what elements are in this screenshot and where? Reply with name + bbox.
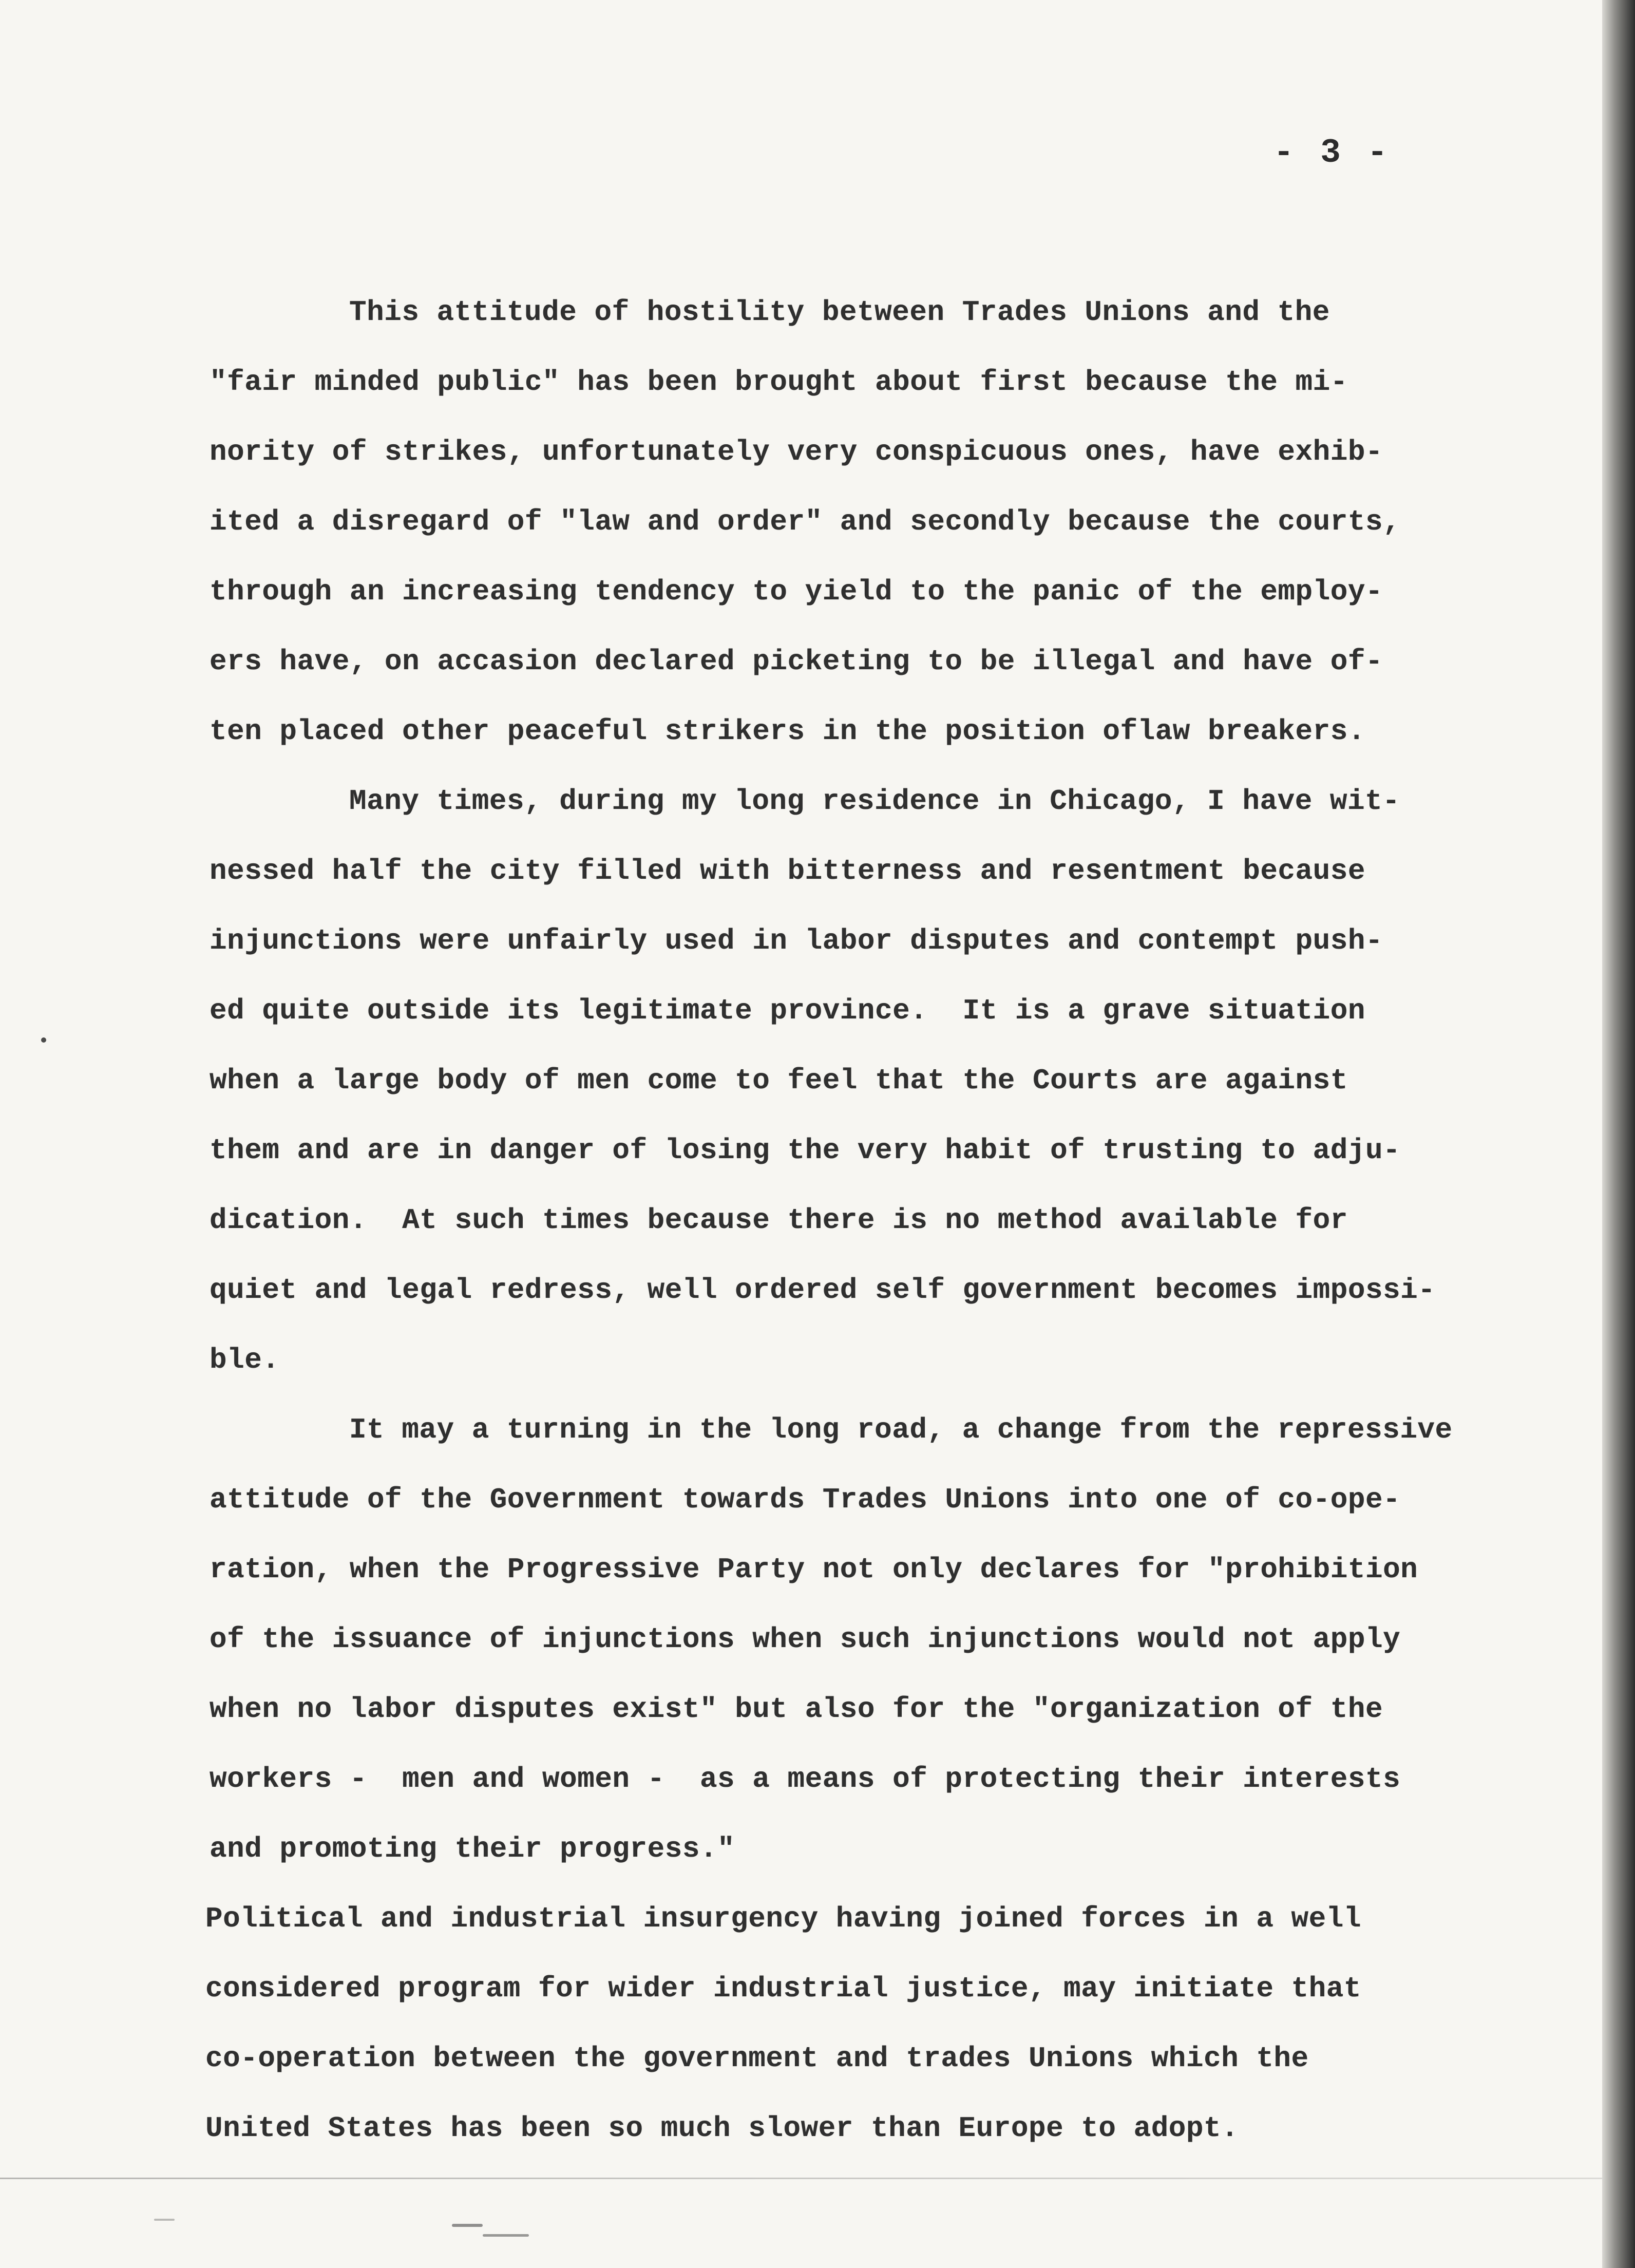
text-line: nority of strikes, unfortunately very conspicuous ones, have exhib- — [210, 436, 1383, 468]
text-line: United States has been so much slower than Europe to adopt. — [205, 2112, 1239, 2145]
text-line: ten placed other peaceful strikers in the position oflaw breakers. — [210, 715, 1365, 748]
text-line: This attitude of hostility between Trades Unions and the — [349, 296, 1330, 329]
text-line: ited a disregard of "law and order" and secondly because the courts, — [210, 505, 1401, 538]
text-line: of the issuance of injunctions when such injunctions would not apply — [210, 1623, 1401, 1656]
text-line: through an increasing tendency to yield to the panic of the employ- — [210, 575, 1383, 608]
text-line: Many times, during my long residence in Chicago, I have wit- — [349, 785, 1400, 818]
text-line: ed quite outside its legitimate province. It is a grave situation — [210, 994, 1365, 1027]
text-line: ble. — [210, 1344, 280, 1376]
text-line: Political and industrial insurgency having joined forces in a well — [205, 1902, 1361, 1935]
text-line: and promoting their progress." — [210, 1832, 735, 1865]
text-line: workers - men and women - as a means of protecting their interests — [210, 1763, 1401, 1796]
page-number: - 3 - — [1273, 134, 1391, 172]
text-line: considered program for wider industrial justice, may initiate that — [205, 1972, 1361, 2005]
text-line: injunctions were unfairly used in labor disputes and contempt push- — [210, 924, 1383, 957]
text-line: It may a turning in the long road, a change from the repressive — [349, 1413, 1453, 1446]
scan-page-edge — [1602, 0, 1635, 2268]
text-line: "fair minded public" has been brought about first because the mi- — [210, 366, 1348, 399]
text-line: ration, when the Progressive Party not only declares for "prohibition — [210, 1553, 1418, 1586]
text-line: attitude of the Government towards Trades Unions into one of co-ope- — [210, 1483, 1401, 1516]
text-line: when no labor disputes exist" but also for the "organization of the — [210, 1693, 1383, 1726]
text-line: when a large body of men come to feel that the Courts are against — [210, 1064, 1348, 1097]
text-line: nessed half the city filled with bitterness and resentment because — [210, 855, 1365, 887]
scan-speck — [41, 1037, 46, 1043]
text-line: dication. At such times because there is no method available for — [210, 1204, 1348, 1237]
scan-bottom-rule — [0, 2178, 1602, 2179]
text-line: them and are in danger of losing the very habit of trusting to adju- — [210, 1134, 1401, 1167]
scan-speck — [154, 2219, 175, 2221]
text-line: co-operation between the government and trades Unions which the — [205, 2042, 1309, 2075]
text-line: quiet and legal redress, well ordered self government becomes impossi- — [210, 1274, 1436, 1307]
text-line: ers have, on accasion declared picketing to be illegal and have of- — [210, 645, 1383, 678]
scan-speck — [452, 2224, 483, 2227]
scan-speck — [483, 2234, 529, 2237]
body-text — [205, 277, 1586, 2163]
